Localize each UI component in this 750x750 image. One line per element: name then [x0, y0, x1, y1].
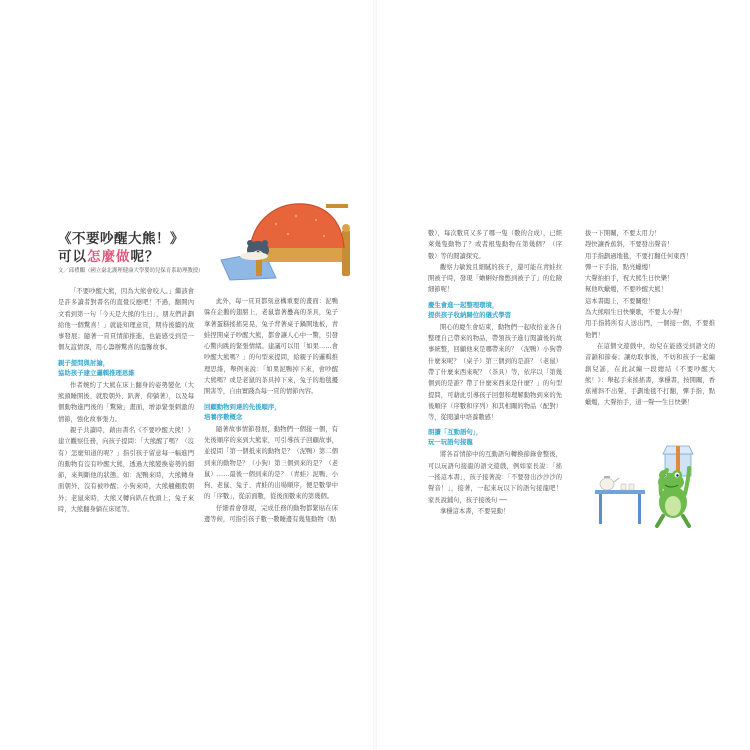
right-column-1: [428, 228, 562, 517]
section-heading: 親子提問與討論， 協助孩子建立邏輯推理思維: [58, 358, 135, 377]
body-paragraph: 數），每次數頁又多了哪一隻（數的合成），已經萊幾隻動物了？或者根隻動物在第幾個？（序數）等的閱讀探究。: [428, 230, 562, 260]
chant-line: 用手指劃過地毯，不要打翻任何東西！: [585, 252, 693, 260]
chant-line: 趕快讓香蕉斜，不要發出聲音！: [585, 241, 674, 249]
body-paragraph: 作者婉約了大熊在床上翻身的姿勢變化（大熊頭睡開後、就股朝外、趴著、仰躺著），以及每個動物進門後的「驚險」畫面，增添緊張刺激的情節，強化故事張力。: [58, 381, 194, 423]
chant-line: 彈一下手指，點亮蠟燭！: [585, 263, 655, 271]
right-column-2: [585, 228, 715, 409]
chant-line: 這本書闔上，不要關燈！: [585, 297, 655, 305]
section-heading: 朗讀「互動語句」， 玩一玩語句接龍: [428, 428, 483, 447]
left-column-2: [204, 296, 338, 525]
intro-paragraph: 「不要吵醒大熊，因為大熊會咬人。」繼該會是許多讀者對書名的直覺反應吧！不過，翻開內文看到第一句「今天是大熊的生日」，朋友們計劃給他一個驚喜！」就能知理意頁，期待後續的故事發展；隨著一頁頁情節推進，也能感受到是一個友誼情深，用心籌辦驚喜的溫馨故事。: [58, 288, 194, 352]
section-heading: 慶生會進一起整理環境， 提供孩子收納歸位的儀式學習: [428, 300, 512, 319]
left-column-1: [58, 286, 194, 515]
article-title-line1: 《不要吵醒大熊！》: [58, 231, 184, 247]
body-paragraph: 親子共讀時，藉由書名《不要吵醒大熊！》建立觀察任務，向孩子提問：「大熊醒了嗎？（沒有）怎麼知道的呢？」指引孩子留意每一幅進門的動物有沒有吵醒大熊，透過大熊變換姿勢的細節，來判斷他的狀態。如：泥鴨來時，大熊轉身面朝外，沒有被吵醒；小狗來時，大熊翹翹股朝外；老鼠來時，大熊又轉向趴在枕頭上；兔子來時，大熊翻身躺在床尾等。: [58, 426, 194, 514]
title-prefix: 可以: [58, 249, 87, 265]
frog-with-gift-box-and-tea-table-illustration: [593, 432, 713, 528]
chant-line: 大聲拍拍手，祝大熊生日快樂！: [585, 275, 674, 283]
body-paragraph: 拿穩這本書，不要晃動！: [440, 507, 510, 515]
title-accent: 怎麼做: [87, 249, 131, 265]
body-paragraph: 此外，每一頁頁都刻意構重要的畫面：泥鴨躲在企鵝的翅膀上，老鼠靠著疊高的茶具，兔子拿著蛋糕搖搖晃晃，兔子背著桌子鍋開地板，青蛙捏開桌子吵醒大熊，都會讓人心中一驚，引發心驚肉跳的緊張情緒。建議可以用「如果……會吵醒大熊嗎？」的句型來提問，給親子的邏輯推理思維，舉例來說：「如果泥鴨掉下來，會吵醒大熊嗎？或是老鼠的茶具掉下來，兔子的地毯擾開害等，自由實踐為每一頁的情節內容。: [204, 298, 338, 396]
section-heading: 回顧動物到達的先後順序， 培養序數概念: [204, 402, 281, 421]
body-paragraph: 隨著故事情節發展，動物們一個接一個，有先後順序的來到大熊家，可引導孩子回顧故事，並提問「第一個抵來的動物是？（泥鴨）第二個到來的動物是？（小狗）第三個到來的是？（老鼠）……最後一個到來的是？（青蛙）泥鴨、小狗、老鼠、兔子、青蛙的出場順序，便是數學中的「序數」，從前面數，從後面數來的第幾個。: [204, 425, 338, 501]
body-paragraph: 將各首情節中的互動語句轉換節錄會整後，可以玩語句接龍的語文遊戲，例如家長說：「搖一搖這本書」，孩子接著說：「不要發出沙沙沙的聲音！」，接著，一起來玩以下的語句接龍吧！家長說鋪句，孩子接後句 ──: [428, 451, 562, 504]
chant-line: 為大熊唱生日快樂歌，不要太小聲！: [585, 309, 686, 317]
bear-sleeping-in-bed-illustration: [216, 190, 356, 282]
body-paragraph: 觀察力敏銳且細膩的孩子，還可能在青蛙拉開被子時，發現「蟾蜊好像憋到被子了」的危險細節呢！: [428, 263, 562, 294]
title-suffix: 呢？: [130, 249, 160, 265]
body-paragraph: 仔細看會發現，完成任務的動物都緊貼在床邊等候，可指引孩子數一數睡邊有幾隻動物（點: [204, 504, 338, 524]
chant-line: 用手指將所有人送出門，一個接一個，不要推他們！: [585, 320, 715, 339]
author-byline: 文／邱禮鵬（國立臺北護理健康大學嬰幼兒保育系助理教授）: [58, 268, 204, 274]
body-paragraph: 在這個文遊戲中，幼兒在能感受到語文的音韻和節奏；讓幼取事後，不妨和孩子一起編創兒謠，在此試編一段總結《不要吵醒大熊！》：舉起手來搖搖書，拿穩書，按開關，香蕉補斜不出聲，手劃地毯不打翻，彈手指，點蠟燭，大聲拍手，道一聲──生日快樂！: [585, 342, 715, 407]
article-title-line2: [58, 245, 160, 265]
body-paragraph: 開心的慶生會結束，動物們一起收拾並各自整理自己帶來的物品，帶領孩子進行閱讀後的故事統整，回顧他來是哪帶來的？（泥鴨）小狗帶什麼來呢？（桌子）第三個到的是誰？（老鼠）帶了什麼來西來呢？（茶具）等，依序以「第幾個到的是誰？帶了什麼來西來是什麼？」的句型提問，可藉此引導孩子回想和理解動物到來的先後順序（序數和序列）和其相關的物品（配對）等，從閱讀中培養數感！: [428, 323, 562, 422]
chant-line: 幫他吹蠟燭，不要吵醒大熊！: [585, 286, 667, 294]
right-page: [375, 0, 750, 750]
chant-line: 拔一下開關，不要太用力！: [585, 230, 661, 237]
